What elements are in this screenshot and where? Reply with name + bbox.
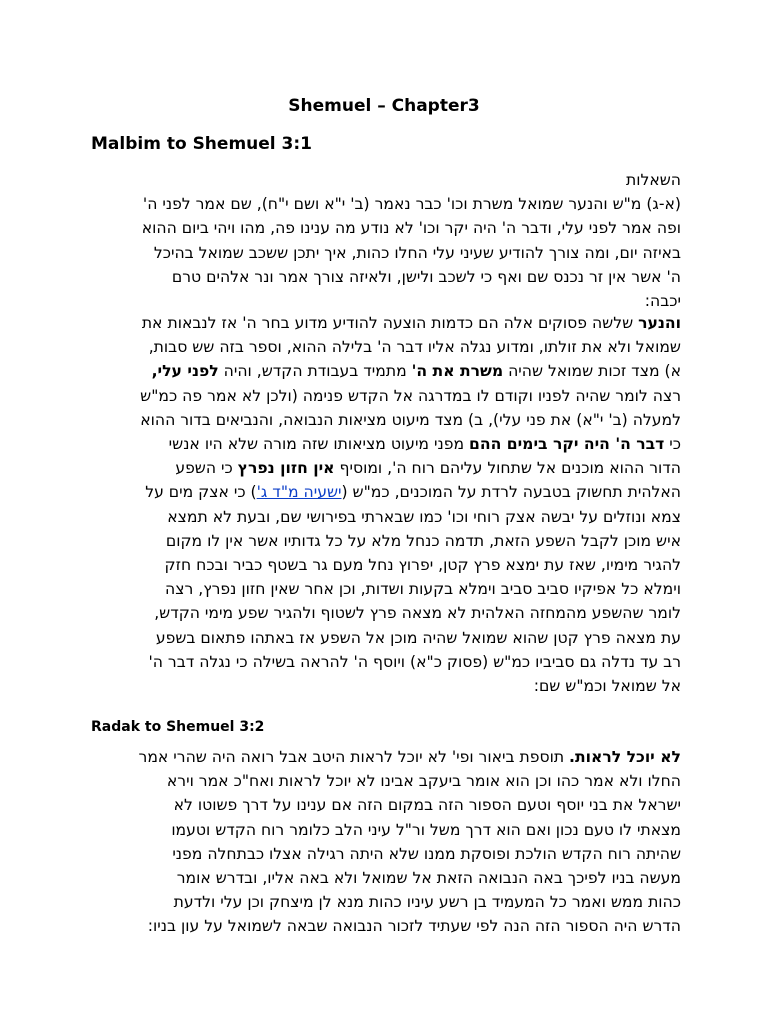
bold-phrase: דבר ה' היה יקר בימים ההם [469, 435, 665, 454]
isaiah-reference-link[interactable]: ישעיה מ"ד ג' [256, 483, 342, 502]
commentary-line: עת מצאה פרץ קטן שהוא שמואל שהיה מוכן אל השפע אז באתהו פתאום בשפע [155, 628, 681, 647]
commentary-text: ) כי אצק מים על [145, 483, 257, 502]
commentary-text: מתמיד בעבודת הקדש, והיה [218, 362, 412, 381]
commentary-line: אל שמואל וכמ"ש שם: [533, 677, 681, 696]
question-line: יכבה: [644, 292, 681, 311]
commentary-line: החלו ולא אמר כהו וכן הוא אומר ביעקב אבינו לא יוכל לראות ואח"כ אמר וירא [166, 772, 681, 791]
commentary-text: כי [664, 435, 681, 454]
commentary-text: הדור ההוא מוכנים אל שתחול עליהם רוח ה', ומוסיף [334, 459, 681, 478]
commentary-text: שלשה פסוקים אלה הם כדמות הוצעה להודיע מדוע בחר ה' אז לנבאות את [141, 314, 639, 332]
commentary-line [84, 480, 681, 504]
bold-phrase: והנער [638, 314, 681, 332]
commentary-line: שהיתה רוח הקדש הולכת ופוסקת ממנו שלא היתה רגילה אצלו כבתחלה מפני [172, 844, 681, 863]
commentary-line: איש מוכן לקבל השפע הזאת, תדמה כנחל מלא על כל גדותיו אשר אין לו מקום [165, 531, 681, 550]
question-line: ה' אשר אין זר נכנס שם ואף כי לשכב ולישן, ולאיזה צורך אמר ונר אלהים טרם [171, 267, 681, 286]
bold-phrase: משרת את ה' [411, 362, 504, 381]
section-heading-malbim: Malbim to Shemuel 3:1 [91, 134, 312, 154]
commentary-line: וימלא כל אפיקיו סביב סביב וימלא בקעות ושדות, וכן אחר שאין חזון נפרץ, רצה [165, 580, 681, 599]
commentary-line: רב עד נדלה גם סביביו כמ"ש (פסוק כ"א) ויוסף ה' להראה בשילה כי נגלה דבר ה' [148, 652, 681, 671]
commentary-text: תוספת ביאור ופי' לא יוכל לראות היטב אבל רואה היה שהרי אמר [138, 748, 570, 766]
commentary-text: האלהית תחשוק בטבעה לרדת על המוכנים, כמ"ש ( [341, 483, 681, 502]
bold-phrase: אין חזון נפרץ [237, 459, 335, 478]
commentary-line: למעלה (ב' י"א) את פני עלי), ב) מצד מיעוט מציאות הנבואה, והנביאים בדור ההוא [140, 410, 681, 429]
commentary-text: כי השפע [175, 459, 238, 478]
commentary-line [84, 456, 681, 480]
commentary-line: רצה לומר שהיה לפניו וקודם לו במדרגה אל הקדש פנימה (ולכן לא אמר פה כמ"ש [140, 386, 681, 405]
commentary-line [84, 359, 681, 383]
commentary-text: מפני מיעוט מציאותו שזה מורה שלא היו אנשי [168, 435, 469, 454]
questions-label: השאלות [625, 171, 681, 189]
commentary-line: מצאתי לו טעם נכון ואם הוא דרך משל ור"ל עיני הלב כלומר רוח הקדש וטעמו [171, 820, 681, 839]
page-title: Shemuel – Chapter3 [288, 96, 480, 116]
radak-commentary [84, 745, 681, 939]
commentary-text: א) מצד זכות שמואל שהיה [503, 362, 681, 381]
commentary-line: הדרש היה הספור הזה הנה לפי שעתיד לזכור הנבואה שבאה לשמואל על עון בניו: [147, 917, 681, 936]
question-line: (א-ג) מ"ש והנער שמואל משרת וכו' כבר נאמר (ב' י"א ושם י"ח), שם אמר לפני ה' [142, 195, 681, 214]
commentary-line [84, 432, 681, 456]
commentary-line [84, 311, 681, 335]
commentary-line: ישראל את בני יוסף וטעם הספור הזה במקום הזה אם ענינו על דרך פשוטו לא [173, 796, 681, 815]
commentary-line: צמא ונוזלים על יבשה אצק רוחי וכו' כמו שבארתי בפירושי שם, ובעת לא תמצא [167, 507, 681, 526]
question-line: ופה אמר לפני עלי, ודבר ה' היה יקר וכו' לא נודע מה ענינו פה, מהו ויהי ביום ההוא [141, 219, 681, 238]
commentary-line: להגיר מימיו, שאז עת ימצא פרץ קטן, יפרוץ נחל מעם גר בשטף כביר ובכח חזק [164, 556, 681, 575]
commentary-line: לומר שהשפע מהמחזה האלהית לא מצאה פרץ לשטוף ולהגיר שפע מימי הקדש, [154, 604, 681, 623]
commentary-line: מעשה בניו לפיכך באה הנבואה הזאת אל שמואל ולא באה אליו, ובדרש אומר [176, 869, 681, 888]
commentary-line [84, 745, 681, 769]
section-heading-radak: Radak to Shemuel 3:2 [91, 719, 265, 735]
commentary-line: שמואל ולא את זולתו, ומדוע נגלה אליו דבר ה' בלילה ההוא, וספר בזה שש סבות, [148, 338, 681, 357]
question-line: באיזה יום, ומה צורך להודיע שעיני עלי החלו כהות, איך יתכן ששכב שמואל בהיכל [153, 243, 681, 262]
malbim-commentary [84, 311, 681, 698]
commentary-line: כהות ממש ואמר כל המעמיד בן רשע עיניו כהות מנא לן מיצחק וכן עלי ולדעת [173, 893, 681, 912]
malbim-questions [84, 168, 681, 313]
bold-phrase: לא יוכל לראות. [569, 748, 681, 766]
bold-phrase: לפני עלי, [151, 362, 219, 381]
